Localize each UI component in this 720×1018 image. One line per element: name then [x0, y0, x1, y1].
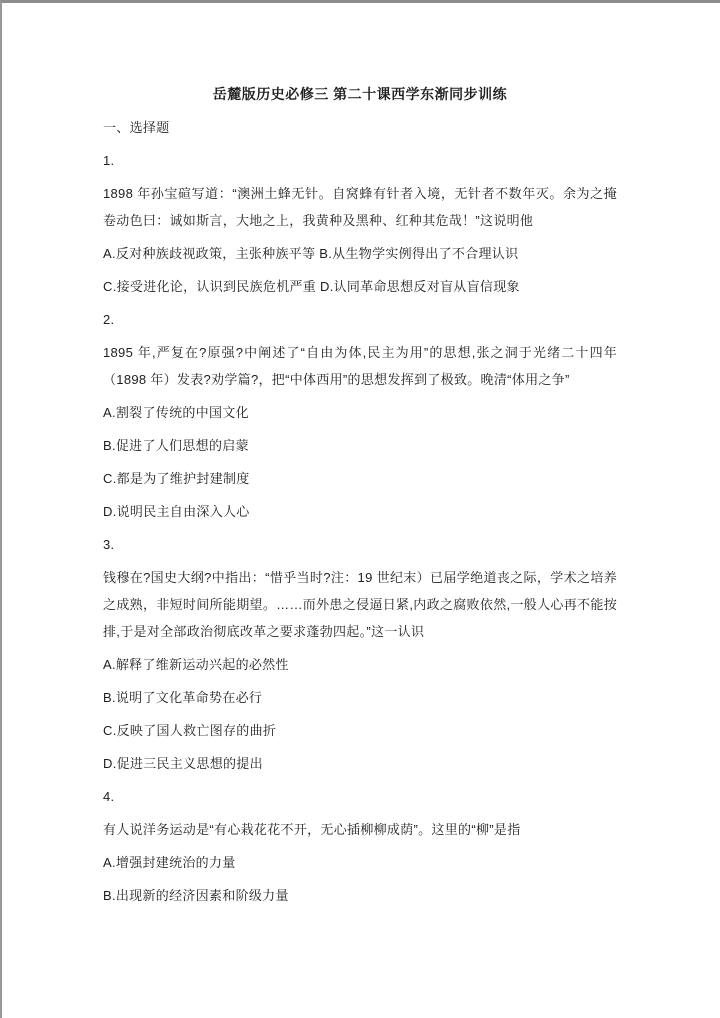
- question-2-stem: 1895 年,严复在?原强?中阐述了“自由为体,民主为用”的思想,张之洞于光绪二十四年（1898 年）发表?劝学篇?，把“中体西用”的思想发挥到了极致。晚清“体用之争”: [103, 345, 617, 387]
- question-3-option-a: A.解释了维新运动兴起的必然性: [103, 657, 289, 672]
- question-3-number: 3.: [103, 537, 115, 552]
- document-title: 岳麓版历史必修三 第二十课西学东渐同步训练: [212, 86, 508, 102]
- question-4-stem: 有人说洋务运动是“有心栽花花不开，无心插柳柳成荫”。这里的“柳”是指: [103, 822, 521, 837]
- question-1-options-ab: A.反对种族歧视政策，主张种族平等 B.从生物学实例得出了不合理认识: [103, 246, 519, 261]
- question-3-option-c: C.反映了国人救亡图存的曲折: [103, 723, 277, 738]
- question-2-option-d: D.说明民主自由深入人心: [103, 504, 250, 519]
- question-2-number: 2.: [103, 312, 115, 327]
- section-heading: 一、选择题: [103, 120, 170, 135]
- question-3-option-d: D.促进三民主义思想的提出: [103, 756, 263, 771]
- question-2-option-c: C.都是为了维护封建制度: [103, 471, 250, 486]
- question-3-stem: 钱穆在?国史大纲?中指出：“惜乎当时?注：19 世纪末）已届学绝道丧之际，学术之培养之成熟，非短时间所能期望。……而外患之侵逼日紧,内政之腐败依然,一般人心再不能按排,于是对全部政治彻底改革之要求蓬勃四起。”这一认识: [103, 570, 617, 639]
- question-1-number: 1.: [103, 153, 115, 168]
- document-content: [2, 3, 720, 909]
- question-4-number: 4.: [103, 789, 115, 804]
- question-4-option-b: B.出现新的经济因素和阶级力量: [103, 888, 289, 903]
- question-1-options-cd: C.接受进化论，认识到民族危机严重 D.认同革命思想反对盲从盲信现象: [103, 279, 520, 294]
- question-2-option-a: A.割裂了传统的中国文化: [103, 405, 249, 420]
- question-3-option-b: B.说明了文化革命势在必行: [103, 690, 263, 705]
- question-1-stem: 1898 年孙宝碹写道：“澳洲土蜂无针。自窝蜂有针者入境，无针者不数年灭。余为之掩卷动色曰：诚如斯言，大地之上，我黄种及黑种、红种其危哉！”这说明他: [103, 186, 617, 228]
- question-2-option-b: B.促进了人们思想的启蒙: [103, 438, 249, 453]
- question-4-option-a: A.增强封建统治的力量: [103, 855, 236, 870]
